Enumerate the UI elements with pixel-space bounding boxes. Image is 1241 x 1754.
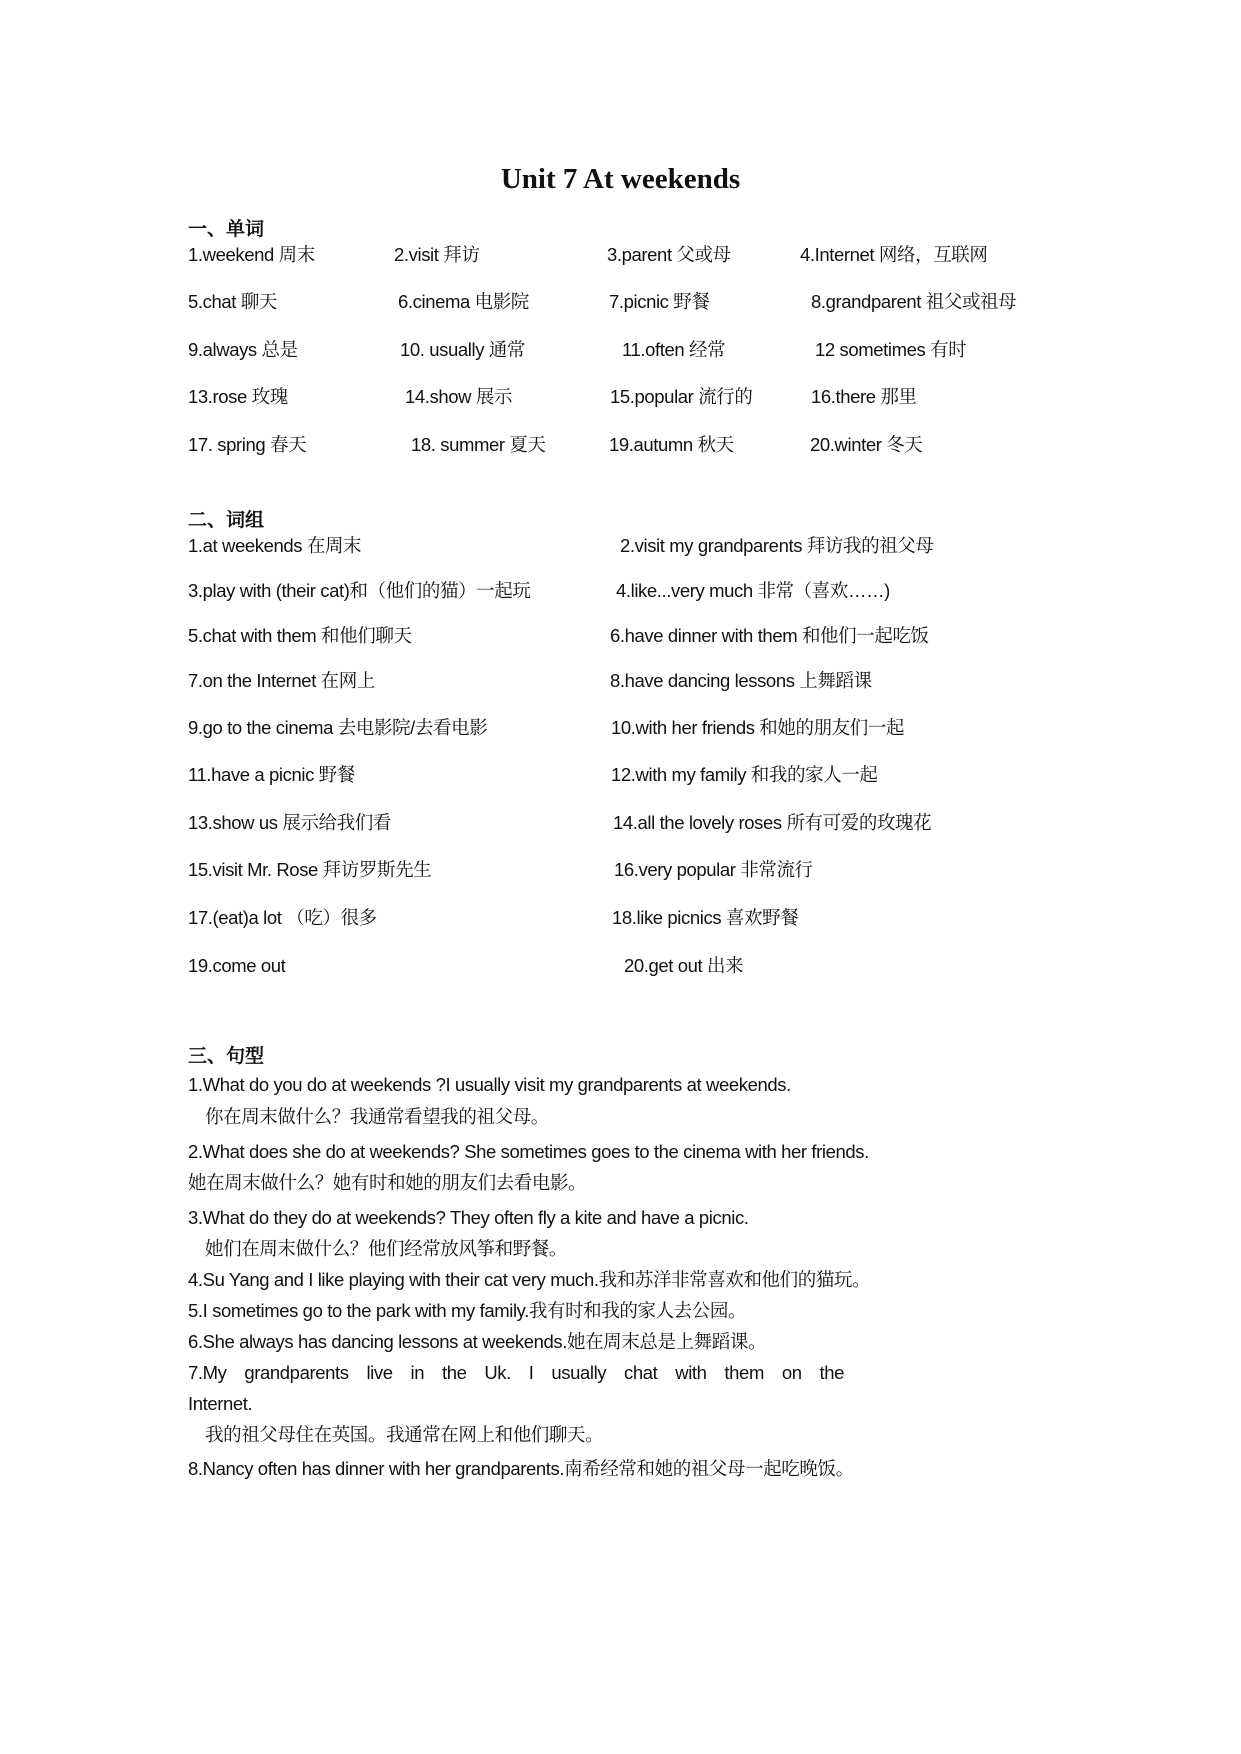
page-title: Unit 7 At weekends (500, 163, 741, 195)
phrase-row (0, 669, 1241, 695)
phrase-row (0, 858, 1241, 884)
word-item: 16.there 那里 (811, 386, 917, 407)
phrase-item: 7.on the Internet 在网上 (188, 670, 375, 691)
phrase-row (0, 579, 1241, 605)
phrase-item: 1.at weekends 在周末 (188, 535, 362, 556)
sentence-en: 3.What do they do at weekends? They often fly a kite and have a picnic. (188, 1207, 749, 1228)
word-row (0, 385, 1241, 411)
phrase-row (0, 811, 1241, 837)
word-item: 18. summer 夏天 (411, 434, 546, 455)
phrase-item: 13.show us 展示给我们看 (188, 812, 391, 833)
section-heading-sentences: 三、句型 (188, 1046, 265, 1067)
word-item: 11.often 经常 (622, 339, 726, 360)
phrase-item: 14.all the lovely roses 所有可爱的玫瑰花 (613, 812, 932, 833)
section-heading-phrases: 二、词组 (188, 510, 265, 531)
phrase-row (0, 534, 1241, 560)
word-row (0, 433, 1241, 459)
phrase-item: 20.get out 出来 (624, 955, 744, 976)
sentence-zh: 她们在周末做什么？他们经常放风筝和野餐。 (205, 1238, 568, 1259)
phrase-item: 3.play with (their cat)和（他们的猫）一起玩 (188, 580, 531, 601)
word-item: 3.parent 父或母 (607, 244, 731, 265)
word-row (0, 290, 1241, 316)
phrase-item: 10.with her friends 和她的朋友们一起 (611, 717, 905, 738)
phrase-row (0, 716, 1241, 742)
phrase-item: 5.chat with them 和他们聊天 (188, 625, 412, 646)
word-item: 2.visit 拜访 (394, 244, 480, 265)
sentence: 6.She always has dancing lessons at weekends.她在周末总是上舞蹈课。 (188, 1331, 767, 1352)
phrase-item: 2.visit my grandparents 拜访我的祖父母 (620, 535, 934, 556)
phrase-row (0, 906, 1241, 932)
phrase-item: 12.with my family 和我的家人一起 (611, 764, 878, 785)
phrase-row (0, 624, 1241, 650)
word-item: 7.picnic 野餐 (609, 291, 710, 312)
word-item: 20.winter 冬天 (810, 434, 923, 455)
word-item: 6.cinema 电影院 (398, 291, 529, 312)
phrase-item: 4.like...very much 非常（喜欢……) (616, 580, 890, 601)
sentence: 5.I sometimes go to the park with my family.我有时和我的家人去公园。 (188, 1300, 747, 1321)
phrase-item: 18.like picnics 喜欢野餐 (612, 907, 799, 928)
phrase-item: 6.have dinner with them 和他们一起吃饭 (610, 625, 929, 646)
word-item: 13.rose 玫瑰 (188, 386, 288, 407)
sentence-en-cont: Internet. (188, 1393, 253, 1414)
phrase-row (0, 763, 1241, 789)
word-item: 12 sometimes 有时 (815, 339, 967, 360)
word-item: 4.Internet 网络，互联网 (800, 244, 988, 265)
phrase-item: 11.have a picnic 野餐 (188, 764, 355, 785)
word-item: 14.show 展示 (405, 386, 513, 407)
word-item: 1.weekend 周末 (188, 244, 315, 265)
sentence: 4.Su Yang and I like playing with their cat very much.我和苏洋非常喜欢和他们的猫玩。 (188, 1269, 871, 1290)
phrase-item: 19.come out (188, 955, 286, 976)
word-item: 8.grandparent 祖父或祖母 (811, 291, 1017, 312)
word-row (0, 243, 1241, 269)
phrase-item: 9.go to the cinema 去电影院/去看电影 (188, 717, 488, 738)
phrase-item: 8.have dancing lessons 上舞蹈课 (610, 670, 872, 691)
sentence-zh: 我的祖父母住在英国。我通常在网上和他们聊天。 (205, 1424, 604, 1445)
word-item: 15.popular 流行的 (610, 386, 753, 407)
word-item: 10. usually 通常 (400, 339, 525, 360)
section-heading-words: 一、单词 (188, 219, 265, 240)
sentence-en: 1.What do you do at weekends ?I usually visit my grandparents at weekends. (188, 1074, 791, 1095)
word-item: 17. spring 春天 (188, 434, 307, 455)
word-item: 5.chat 聊天 (188, 291, 277, 312)
phrase-row (0, 954, 1241, 980)
phrase-item: 17.(eat)a lot （吃）很多 (188, 907, 377, 928)
word-item: 19.autumn 秋天 (609, 434, 734, 455)
phrase-item: 15.visit Mr. Rose 拜访罗斯先生 (188, 859, 432, 880)
phrase-item: 16.very popular 非常流行 (614, 859, 813, 880)
sentence-zh: 你在周末做什么？我通常看望我的祖父母。 (205, 1106, 549, 1127)
word-row (0, 338, 1241, 364)
sentence-zh: 她在周末做什么？她有时和她的朋友们去看电影。 (188, 1172, 587, 1193)
sentence-en: 7.My grandparents live in the Uk. I usually chat with them on the (188, 1362, 844, 1383)
sentence: 8.Nancy often has dinner with her grandparents.南希经常和她的祖父母一起吃晚饭。 (188, 1458, 854, 1479)
word-item: 9.always 总是 (188, 339, 298, 360)
sentence-en: 2.What does she do at weekends? She sometimes goes to the cinema with her friends. (188, 1141, 869, 1162)
